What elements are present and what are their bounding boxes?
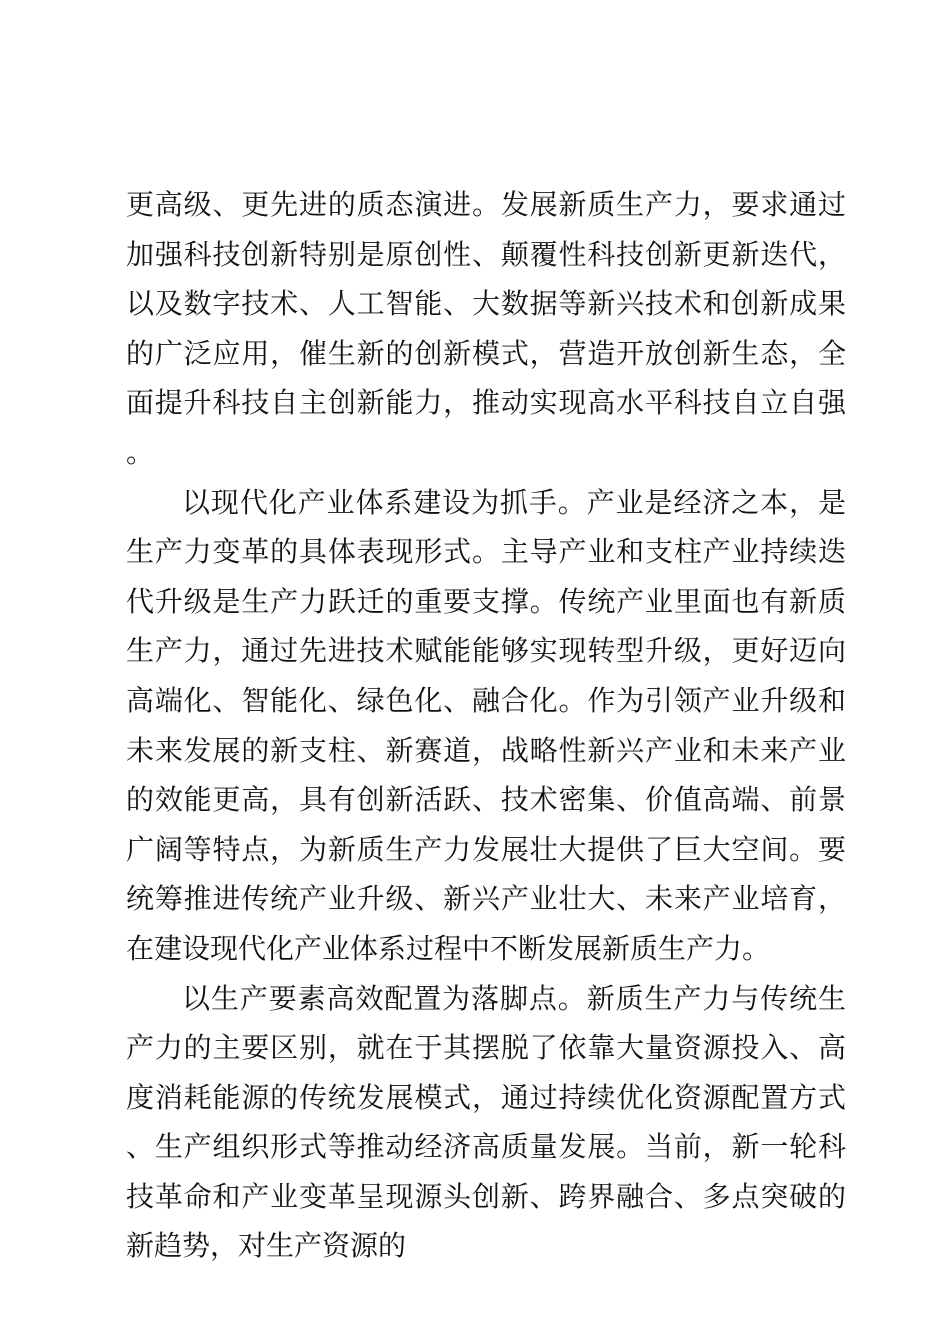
paragraph-continuation: 更高级、更先进的质态演进。发展新质生产力，要求通过加强科技创新特别是原创性、颠覆性科技创新更新迭代，以及数字技术、人工智能、大数据等新兴技术和创新成果的广泛应用，催生新的创新模式，营造开放创新生态，全面提升科技自主创新能力，推动实现高水平科技自立自强。 bbox=[126, 188, 846, 469]
document-body bbox=[126, 180, 846, 1271]
paragraph-industrial-system: 以现代化产业体系建设为抓手。产业是经济之本，是生产力变革的具体表现形式。主导产业和支柱产业持续迭代升级是生产力跃迁的重要支撑。传统产业里面也有新质生产力，通过先进技术赋能能够实现转型升级，更好迈向高端化、智能化、绿色化、融合化。作为引领产业升级和未来发展的新支柱、新赛道，战略性新兴产业和未来产业的效能更高，具有创新活跃、技术密集、价值高端、前景广阔等特点，为新质生产力发展壮大提供了巨大空间。要统筹推进传统产业升级、新兴产业壮大、未来产业培育，在建设现代化产业体系过程中不断发展新质生产力。 bbox=[126, 485, 846, 965]
paragraph-production-factors: 以生产要素高效配置为落脚点。新质生产力与传统生产力的主要区别，就在于其摆脱了依靠大量资源投入、高度消耗能源的传统发展模式，通过持续优化资源配置方式、生产组织形式等推动经济高质量发展。当前，新一轮科技革命和产业变革呈现源头创新、跨界融合、多点突破的新趋势，对生产资源的 bbox=[126, 981, 846, 1263]
